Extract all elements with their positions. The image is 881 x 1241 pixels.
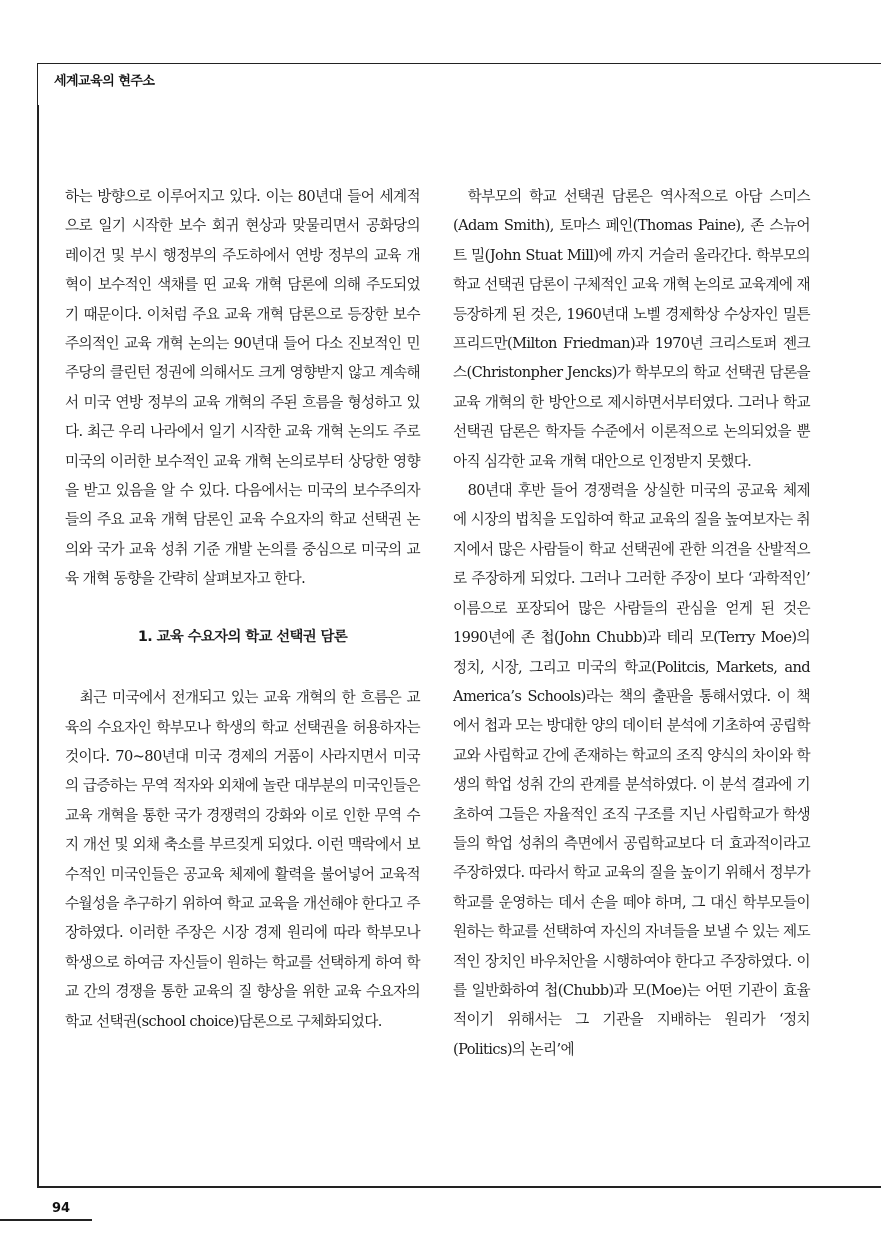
bottom-frame-rule — [37, 1186, 881, 1188]
body-paragraph: 최근 미국에서 전개되고 있는 교육 개혁의 한 흐름은 교육의 수요자인 학부모나 학생의 학교 선택권을 허용하자는 것이다. 70~80년대 미국 경제의 거품이 사라지면서 미국의 급증하는 무역 적자와 외채에 놀란 대부분의 미국인들은 교육 개혁을 통한 국가 경쟁력의 강화와 이로 인한 무역 수지 개선 및 외채 축소를 부르짖게 되었다. 이런 맥락에서 보수적인 미국인들은 공교육 체제에 활력을 불어넣어 교육적 수월성을 추구하기 위하여 학교 교육을 개선해야 한다고 주장하였다. 이러한 주장은 시장 경제 원리에 따라 학부모나 학생으로 하여금 자신들이 원하는 학교를 선택하게 하여 학교 간의 경쟁을 통한 교육의 질 향상을 위한 교육 수요자의 학교 선택권(school choice)담론으로 구체화되었다. — [65, 689, 420, 1030]
section-heading: 1. 교육 수요자의 학교 선택권 담론 — [137, 628, 348, 645]
body-paragraph: 하는 방향으로 이루어지고 있다. 이는 80년대 들어 세계적으로 일기 시작한 보수 회귀 현상과 맞물리면서 공화당의 레이건 및 부시 행정부의 주도하에서 연방 정부의 교육 개혁이 보수적인 색채를 띤 교육 개혁 담론에 의해 주도되었기 때문이다. 이처럼 주요 교육 개혁 담론으로 등장한 보수주의적인 교육 개혁 논의는 90년대 들어 다소 진보적인 민주당의 클린턴 정권에 의해서도 크게 영향받지 않고 계속해서 미국 연방 정부의 교육 개혁의 주된 흐름을 형성하고 있다. 최근 우리 나라에서 일기 시작한 교육 개혁 논의도 주로 미국의 이러한 보수적인 교육 개혁 논의로부터 상당한 영향을 받고 있음을 알 수 있다. 다음에서는 미국의 보수주의자들의 주요 교육 개혁 담론인 교육 수요자의 학교 선택권 논의와 국가 교육 성취 기준 개발 논의를 중심으로 미국의 교육 개혁 동향을 간략히 살펴보자고 한다. — [65, 188, 420, 588]
body-paragraph: 80년대 후반 들어 경쟁력을 상실한 미국의 공교육 체제에 시장의 법칙을 도입하여 학교 교육의 질을 높여보자는 취지에서 많은 사람들이 학교 선택권에 관한 의견을 산발적으로 주장하게 되었다. 그러나 그러한 주장이 보다 ‘과학적인’ 이름으로 포장되어 많은 사람들의 관심을 얻게 된 것은 1990년에 존 첩(John Chubb)과 테리 모(Terry Moe)의 정치, 시장, 그리고 미국의 학교(Politcis, Markets, and America’s Schools)라는 책의 출판을 통해서였다. 이 책에서 첩과 모는 방대한 양의 데이터 분석에 기초하여 공립학교와 사립학교 간에 존재하는 학교의 조직 양식의 차이와 학생의 학업 성취 간의 관계를 분석하였다. 이 분석 결과에 기초하여 그들은 자율적인 조직 구조를 지닌 사립학교가 학생들의 학업 성취의 측면에서 공립학교보다 더 효과적이라고 주장하였다. 따라서 학교 교육의 질을 높이기 위해서 정부가 학교를 운영하는 데서 손을 떼야 하며, 그 대신 학부모들이 원하는 학교를 선택하여 자신의 자녀들을 보낼 수 있는 제도적인 장치인 바우처안을 시행하여야 한다고 주장하였다. 이를 일반화하여 첩(Chubb)과 모(Moe)는 어떤 기관이 효율적이기 위해서는 그 기관을 지배하는 원리가 ‘정치(Politics)의 논리’에 — [453, 482, 810, 1058]
page-number-rule — [0, 1219, 92, 1221]
left-frame-rule — [37, 105, 39, 1187]
page-number: 94 — [52, 1201, 71, 1216]
body-paragraph: 학부모의 학교 선택권 담론은 역사적으로 아담 스미스(Adam Smith), 토마스 페인(Thomas Paine), 존 스뉴어트 밀(John Stuat Mill)에 까지 거슬러 올라간다. 학부모의 학교 선택권 담론이 구체적인 교육 개혁 논의로 교육계에 재등장하게 된 것은, 1960년대 노벨 경제학상 수상자인 밀튼 프리드만(Milton Friedman)과 1970년 크리스토퍼 젠크스(Christonpher Jencks)가 학부모의 학교 선택권 담론을 교육 개혁의 한 방안으로 제시하면서부터였다. 그러나 학교 선택권 담론은 학자들 수준에서 이론적으로 논의되었을 뿐 아직 심각한 교육 개혁 대안으로 인정받지 못했다. — [453, 188, 810, 470]
running-title: 세계교육의 현주소 — [54, 74, 155, 89]
right-column — [453, 182, 810, 1064]
left-column — [65, 182, 420, 1036]
header-frame — [37, 63, 881, 105]
